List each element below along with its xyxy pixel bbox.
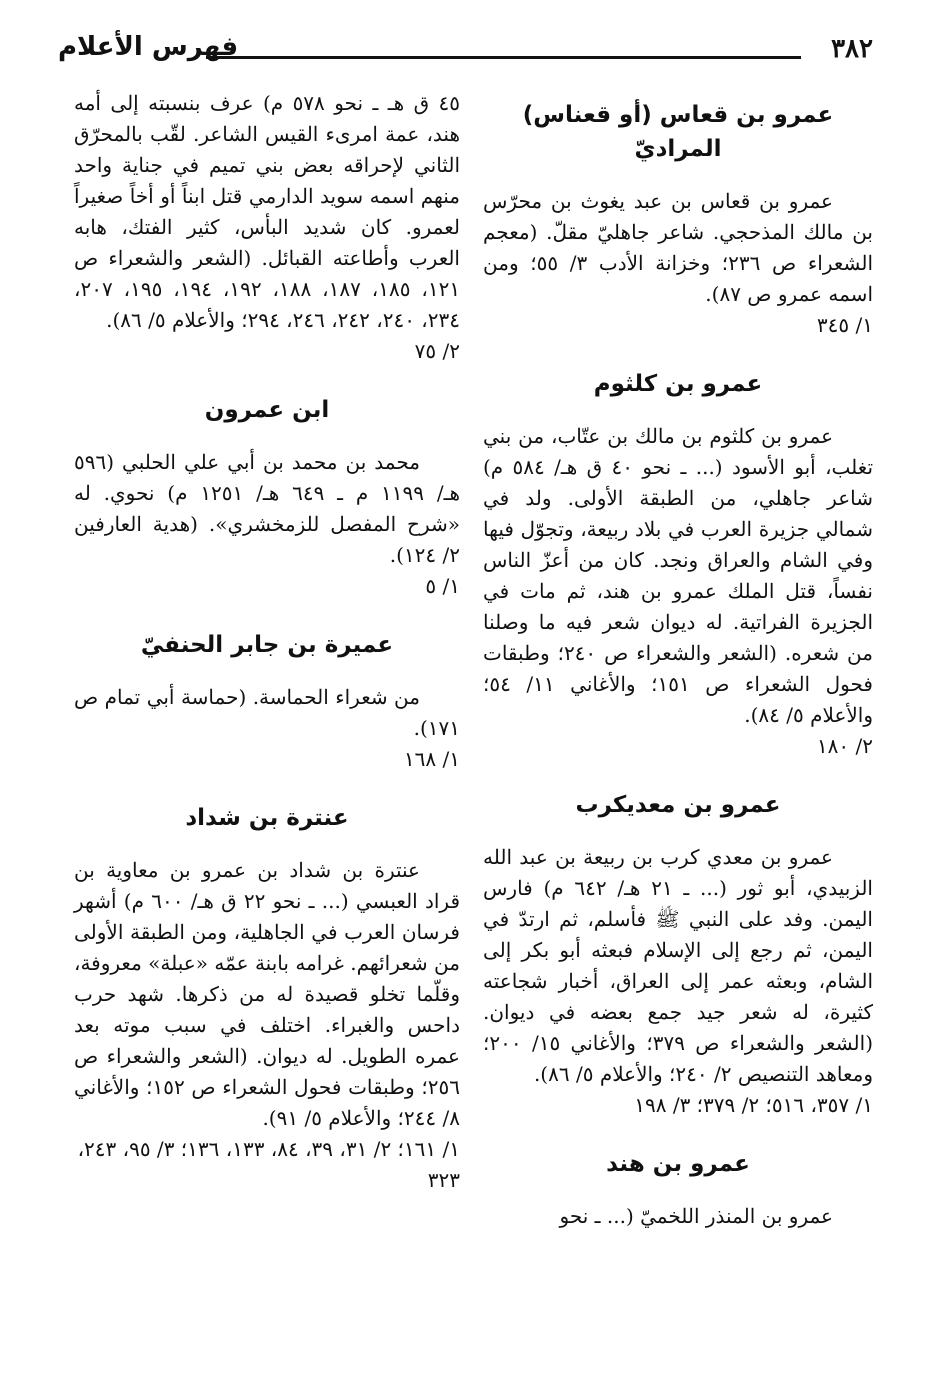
entry-body: ٤٥ ق هـ ـ نحو ٥٧٨ م) عرف بنسبته إلى أمه هند، عمة امرىء القيس الشاعر. لقّب بالمحرّق الثاني لإحراقه بعض بني تميم في جناية واحد منهم اسمه سويد الدارمي قتل ابناً أو أخاً صغيراً لعمرو. كان شديد البأس، كثير الفتك، هابه العرب وأطاعته القبائل. (الشعر والشعراء ص ١٢١، ١٨٥، ١٨٧، ١٨٨، ١٩٢، ١٩٤، ١٩٥، ٢٠٧، ٢٣٤، ٢٤٠، ٢٤٢، ٢٤٦، ٢٩٤؛ والأعلام ٥/ ٨٦). — [74, 91, 461, 332]
entry-body: عمرو بن كلثوم بن مالك بن عتّاب، من بني تغلب، أبو الأسود (... ـ نحو ٤٠ ق هـ/ ٥٨٤ م) شاعر جاهلي، من الطبقة الأولى. ولد في شمالي جزيرة العرب في بلاد ربيعة، وتجوّل فيها وفي الشام والعراق ونجد. كان من أعزّ الناس نفساً، قتل الملك عمرو بن هند، ثم مات في الجزيرة الفراتية. له ديوان شعر فيه ما وصلنا من شعره. (الشعر والشعراء ص ٢٤٠؛ وطبقات فحول الشعراء ص ١٥١؛ والأغاني ١١/ ٥٤؛ والأعلام ٥/ ٨٤). — [483, 424, 874, 727]
entry-body: من شعراء الحماسة. (حماسة أبي تمام ص ١٧١). — [74, 685, 460, 740]
entry-title: عمرو بن معديكرب — [575, 792, 781, 818]
entry — [483, 1147, 873, 1232]
entry — [483, 98, 873, 341]
entry-title: عمرو بن قعاس (أو قعناس) المراديّ — [522, 102, 834, 162]
entry-body: عمرو بن قعاس بن عبد يغوث بن محرّس بن مالك المذحجي. شاعر جاهليّ مقلّ. (معجم الشعراء ص ٢٣٦؛ وخزانة الأدب ٣/ ٥٥؛ ومن اسمه عمرو ص ٨٧). — [483, 189, 874, 306]
entry-reference: ٢/ ٧٥ — [414, 339, 460, 363]
entry — [483, 367, 873, 762]
right-column — [483, 88, 873, 1232]
entry — [74, 628, 460, 775]
entry-reference: ١/ ٣٥٧، ٥١٦؛ ٢/ ٣٧٩؛ ٣/ ١٩٨ — [634, 1093, 873, 1117]
entry — [483, 788, 873, 1121]
running-title: فهرس الأعلام — [58, 32, 239, 62]
entry-reference: ٢/ ١٨٠ — [816, 734, 873, 758]
entry-title: عمرو بن كلثوم — [593, 371, 763, 397]
entry-title: عنترة بن شداد — [185, 805, 349, 831]
entry-reference: ١/ ٥ — [425, 574, 460, 598]
page-number: ٣٨٢ — [831, 34, 873, 64]
entry-body: محمد بن محمد بن أبي علي الحلبي (٥٩٦ هـ/ ١١٩٩ م ـ ٦٤٩ هـ/ ١٢٥١ م) نحوي. له «شرح المفصل للزمخشري». (هدية العارفين ٢/ ١٢٤). — [74, 450, 460, 567]
entry-continued — [74, 88, 460, 367]
entry-title: عمرو بن هند — [606, 1151, 750, 1177]
header-rule — [206, 56, 801, 59]
entry-body: عمرو بن المنذر اللخميّ (... ـ نحو — [559, 1204, 833, 1228]
entry-reference: ١/ ٣٤٥ — [816, 313, 873, 337]
entry-reference: ١/ ١٦١؛ ٢/ ٣١، ٣٩، ٨٤، ١٣٣، ١٣٦؛ ٣/ ٩٥، ٢٤٣، ٣٢٣ — [77, 1137, 460, 1192]
entry — [74, 393, 460, 602]
entry-body: عمرو بن معدي كرب بن ربيعة بن عبد الله الزبيدي، أبو ثور (... ـ ٢١ هـ/ ٦٤٢ م) فارس اليمن. وفد على النبي ﷺ فأسلم، ثم ارتدّ في اليمن، ثم رجع إلى الإسلام فبعثه أبو بكر إلى الشام، وبعثه عمر إلى العراق، أخبار شجاعته كثيرة، له شعر جيد جمع بعضه في ديوان. (الشعر والشعراء ص ٣٧٩؛ والأغاني ١٥/ ٢٠٠؛ ومعاهد التنصيص ٢/ ٢٤٠؛ والأعلام ٥/ ٨٦). — [483, 845, 873, 1086]
left-column — [74, 88, 460, 1222]
page-header — [58, 28, 873, 74]
entry-title: عميرة بن جابر الحنفيّ — [140, 632, 394, 658]
entry-title: ابن عمرون — [204, 397, 330, 423]
entry-reference: ١/ ١٦٨ — [403, 747, 460, 771]
entry — [74, 801, 460, 1196]
entry-body: عنترة بن شداد بن عمرو بن معاوية بن قراد العبسي (... ـ نحو ٢٢ ق هـ/ ٦٠٠ م) أشهر فرسان العرب في الجاهلية، ومن الطبقة الأولى من شعرائهم. غرامه بابنة عمّه «عبلة» معروفة، وقلّما تخلو قصيدة له من ذكرها. شهد حرب داحس والغبراء. اختلف في سبب موته بعد عمره الطويل. له ديوان. (الشعر والشعراء ص ٢٥٦؛ وطبقات فحول الشعراء ص ١٥٢؛ والأغاني ٨/ ٢٤٤؛ والأعلام ٥/ ٩١). — [74, 858, 461, 1130]
